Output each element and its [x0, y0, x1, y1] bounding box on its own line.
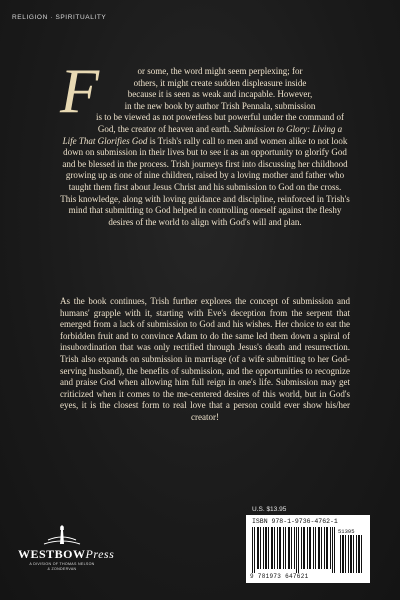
blurb-paragraph-1 [60, 55, 350, 228]
isbn-label: ISBN 978-1-9736-4762-1 [252, 518, 338, 525]
publisher-subtitle: A DIVISION OF THOMAS NELSON [29, 562, 95, 566]
publisher-name: WESTBOWPress [18, 547, 115, 561]
category-label: RELIGION · SPIRITUALITY [12, 14, 107, 21]
book-title: Submission to Glory: Living a Life That Glorifies God [62, 123, 343, 146]
barcode [246, 515, 370, 583]
price-label: U.S. $13.95 [252, 506, 287, 513]
publisher-logo [18, 524, 115, 588]
blurb-line: in the new book by author Trish Pennala, submission [124, 100, 316, 111]
blurb-paragraph-2: As the book continues, Trish further explores the concept of submission and humans' grapple with it, starting with Eve's deception from the serpent that emerged from a lack of submission to God and his wishes. Her choice to eat the forbidden fruit and to convince Adam to do the same led them down a spiral of insubordination that was only rectified through Jesus's death and resurrection. Trish also expands on submission in marriage (of a wife submitting to her God-serving husband), the benefits of submission, and the opportunities to recognize and praise God when allowing him full reign in one's life. Submission may get criticized when it comes to the me-centered desires of this world, but in God's eyes, it is the closest form to real love that a person could ever show his/her creator! [60, 296, 350, 422]
blurb-line: because it is seen as weak and incapable. However, [127, 89, 313, 100]
drop-cap-letter: F [60, 55, 100, 126]
blurb-line: is to be viewed as not powerless but powerful under the command of [96, 112, 344, 123]
blurb-line: others, it might create sudden displeasure inside [133, 77, 307, 88]
blurb-text: is Trish's rally call to men and women alike to not look down on submission in their lives but to see it as an opportunity to glorify God and be blessed in the process. Trish journeys first into discussing her childhood growing up as one of nine children, raised by a loving mother and father who taught them first about Jesus Christ and his submission to God on the cross. This knowledge, along with loving guidance and discipline, reinforced in Trish's mind that submitting to God helped in controlling oneself against the fleshy desires of the world to align with God's will and plan. [60, 135, 350, 227]
barcode-number: 9 781973 647621 [250, 573, 309, 580]
blurb-line: or some, the word might seem perplexing; for [137, 66, 303, 76]
publisher-subtitle: & ZONDERVAN [47, 567, 77, 571]
lighthouse-icon [42, 524, 82, 546]
barcode-addon-number: 51395 [338, 528, 355, 535]
blurb-line: God, the creator of heaven and earth. [97, 123, 232, 134]
